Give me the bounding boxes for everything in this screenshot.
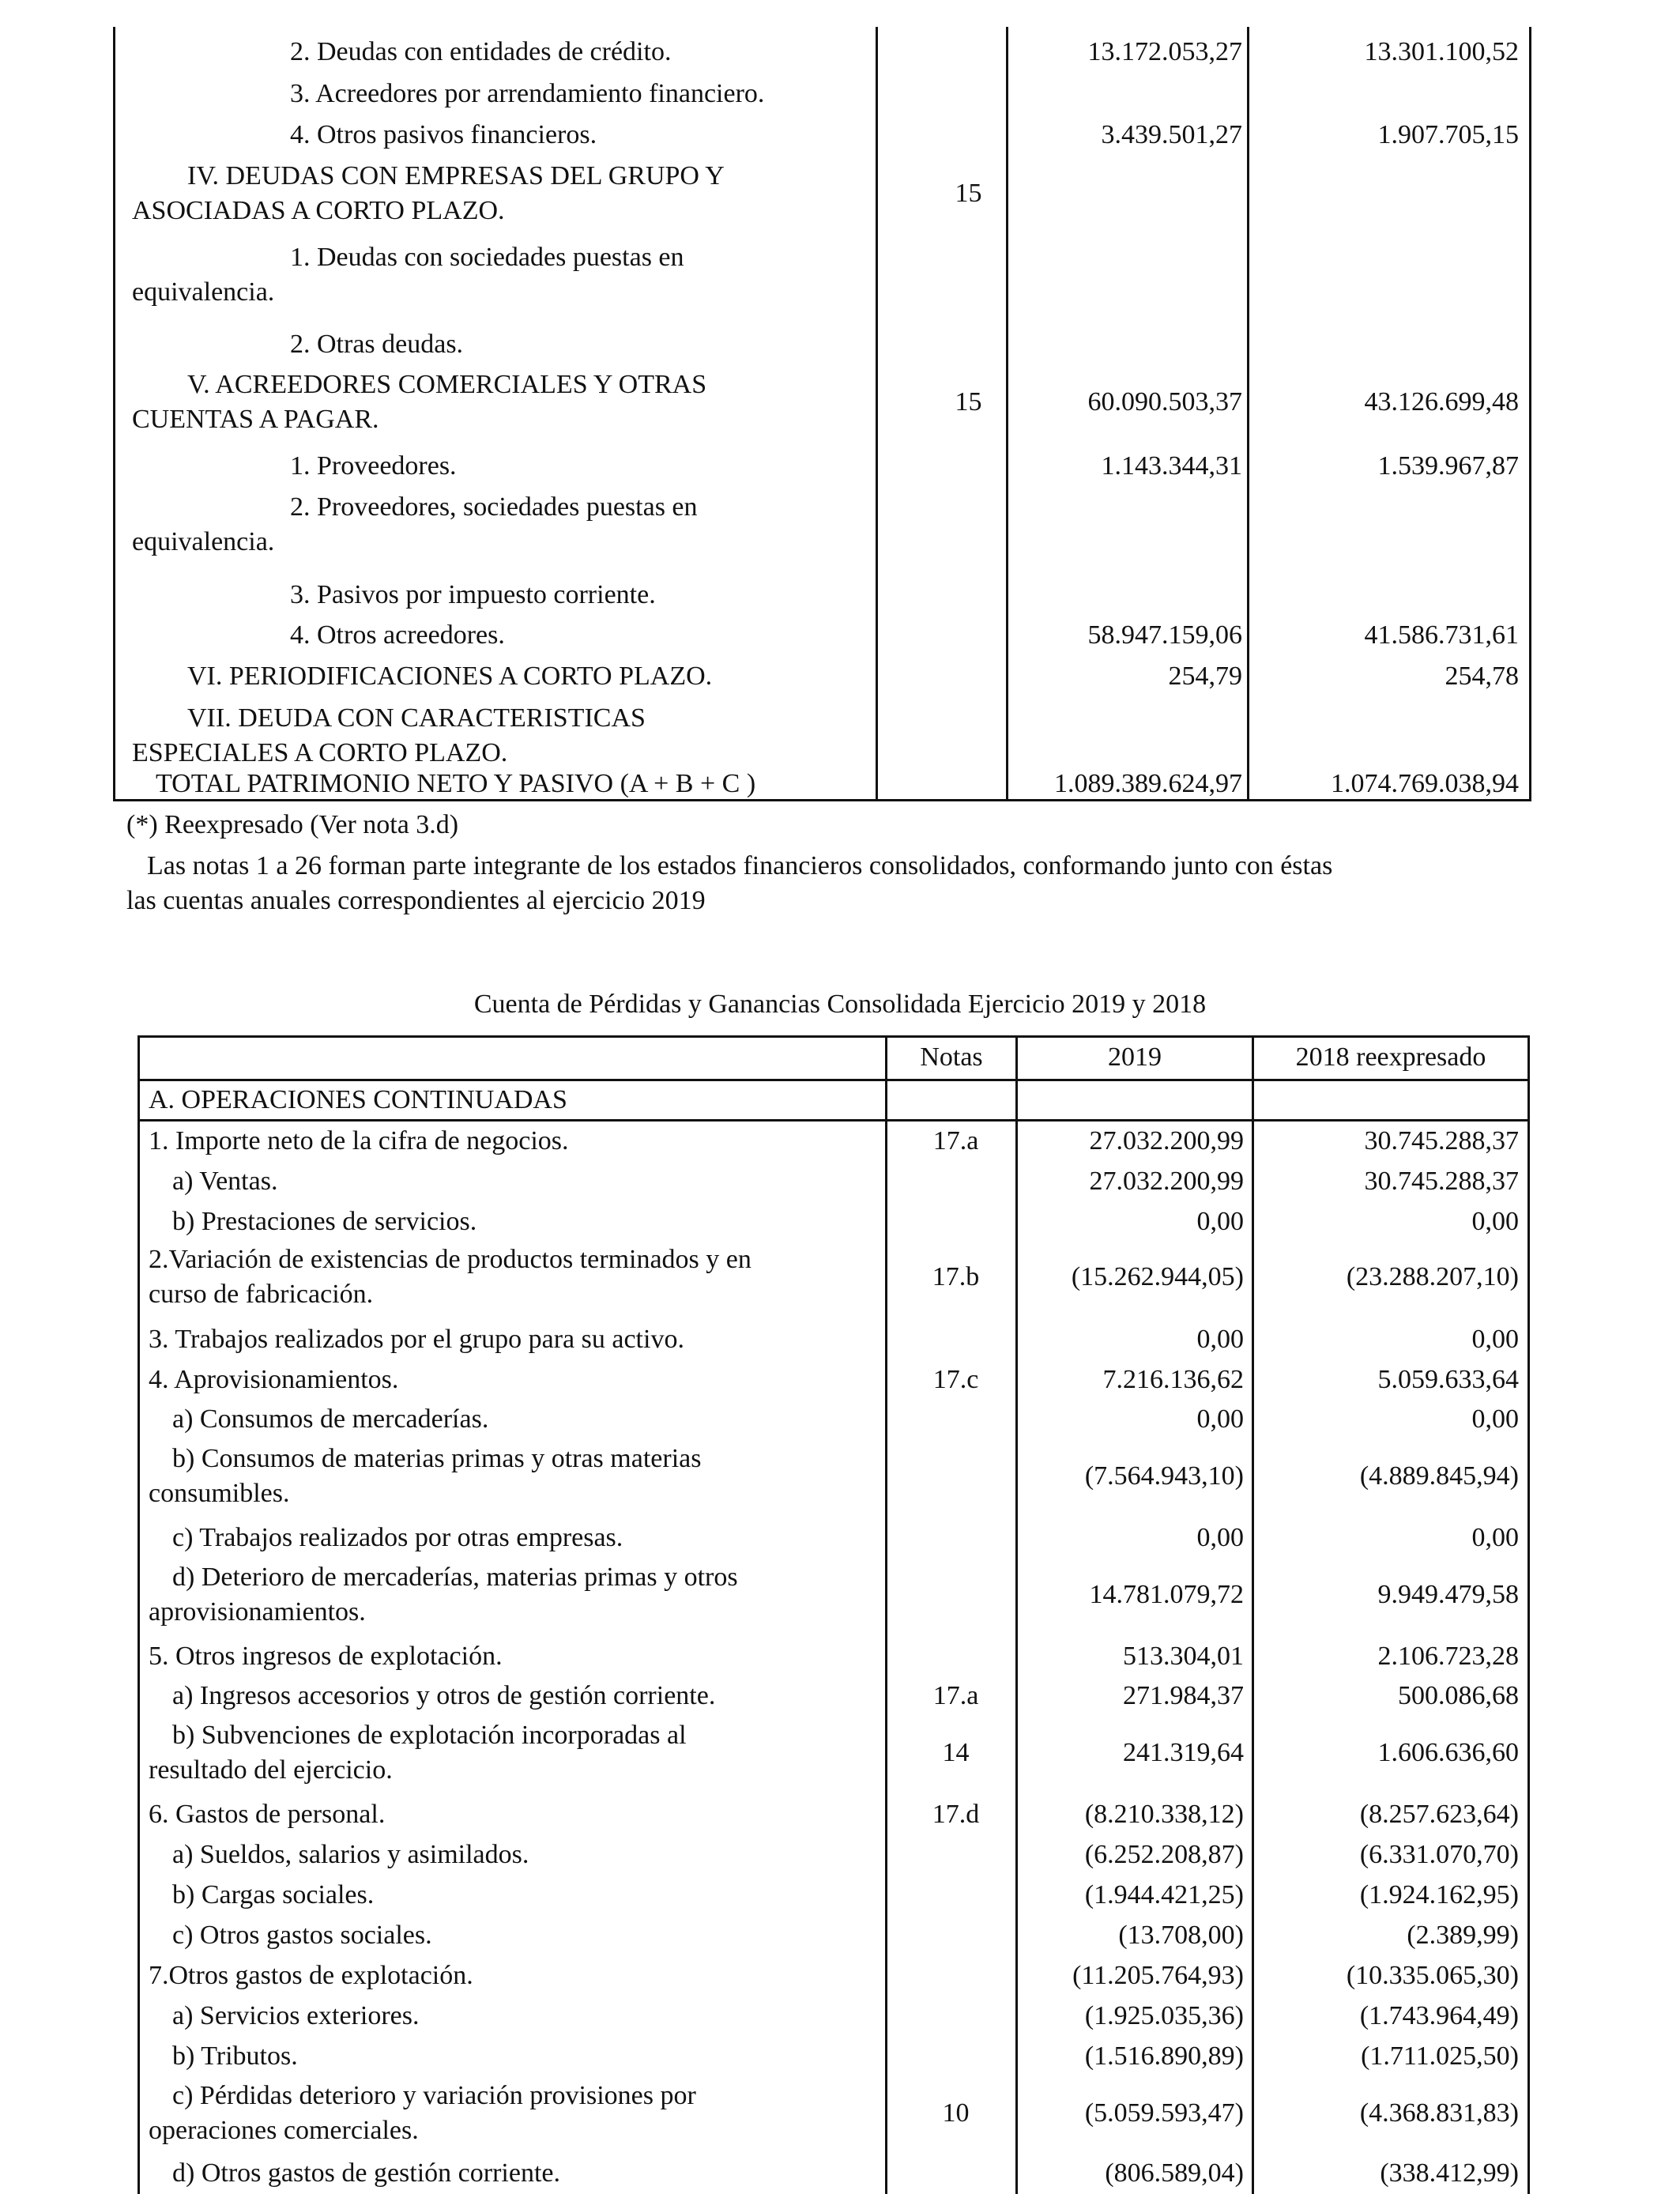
footnote-reexpresado: (*) Reexpresado (Ver nota 3.d): [126, 810, 459, 839]
pyg-title: Cuenta de Pérdidas y Ganancias Consolidada Ejercicio 2019 y 2018: [473, 990, 1207, 1019]
footnote-notas-line2: las cuentas anuales correspondientes al ejercicio 2019: [126, 886, 706, 915]
balance-table: 2. Deudas con entidades de crédito. 13.172.053,27 13.301.100,52 3. Acreedores por arrendamiento financiero. 4. Otros pasivos financieros. 3.439.501,27 1.907.705,15 IV. DEUDAS CON EMPRESAS DEL GRUPO Y ASOCIADAS A CORTO PLAZO. 15 1. Deudas con sociedades puestas en equivalencia. 2. Otras deudas. V. ACREEDORES COMERCIALES Y OTRAS CUENTAS A PAGAR. 15 60.090.503,37 43.126.699,48 1. Proveedores. 1.143.344,31 1.539.967,87 2. Proveedores, sociedades puestas en equivalencia. 3. Pasivos por impuesto corriente. 4. Otros acreedores. 58.947.159,06 41.586.731,61 VI. PERIODIFICACIONES A CORTO PLAZO. 254,79 254,78 VII. DEUDA CON CARACTERISTICAS ESPECIALES A CORTO PLAZO. TOTAL PATRIMONIO NETO Y PASIVO (A + B + C ) 1.089.389.624,97 1.074.769.038,94: [113, 27, 1531, 801]
col-rule-right: [1529, 27, 1531, 801]
col-rule-2019: [1015, 1035, 1018, 2194]
footnote-notas-line1: Las notas 1 a 26 forman parte integrante de los estados financieros consolidados, conformando junto con éstas: [147, 851, 1333, 880]
header-2018: 2018 reexpresado: [1295, 1042, 1486, 1072]
section-rule: [137, 1119, 1530, 1122]
col-rule-left: [113, 27, 115, 801]
header-2019: 2019: [1108, 1042, 1162, 1072]
col-rule-2018: [1247, 27, 1249, 801]
pyg-table: Notas 2019 2018 reexpresado A. OPERACIONES CONTINUADAS 1. Importe neto de la cifra de negocios. 17.a 27.032.200,99 30.745.288,37 a) Ventas. 27.032.200,99 30.745.288,37 b) Prestaciones de servicios. 0,00 0,00 2.Variación de existencias de productos terminados y en curso de fabricación. 17.b (15.262.944,05) (23.288.207,10) 3. Trabajos realizados por el grupo para su activo. 0,00 0,00 4. Aprovisionamientos. 17.c 7.216.136,62 5.059.633,64 a) Consumos de mercaderías. 0,00 0,00 b) Consumos de materias primas y otras materias consumibles. (7.564.943,10) (4.889.845,94) c) Trabajos realizados por otras empresas. 0,00 0,00 d) Deterioro de mercaderías, materias primas y otros aprovisionamientos. 14.781.079,72 9.949.479,58 5. Otros ingresos de explotación. 513.304,01 2.106.723,28 a) Ingresos accesorios y otros de gestión corriente. 17.a 271.984,37 500.086,68 b) Subvenciones de explotación incorporadas al resultado del ejercicio. 14 241.319,64 1.606.636,60 6. Gastos de personal. 17.d (8.210.338,12) (8.257.623,64) a) Sueldos, salarios y asimilados. (6.252.208,87) (6.331.070,70) b) Cargas sociales. (1.944.421,25) (1.924.162,95) c) Otros gastos sociales. (13.708,00) (2.389,99) 7.Otros gastos de explotación. (11.205.764,93) (10.335.065,30) a) Servicios exteriores. (1.925.035,36) (1.743.964,49) b) Tributos. (1.516.890,89) (1.711.025,50) c) Pérdidas deterioro y variación provisiones por operaciones comerciales. 10 (5.059.593,47) (4.368.831,83) d) Otros gastos de gestión corriente. (806.589,04) (338.412,99): [137, 1035, 1530, 2194]
header-notas: Notas: [920, 1042, 983, 1072]
